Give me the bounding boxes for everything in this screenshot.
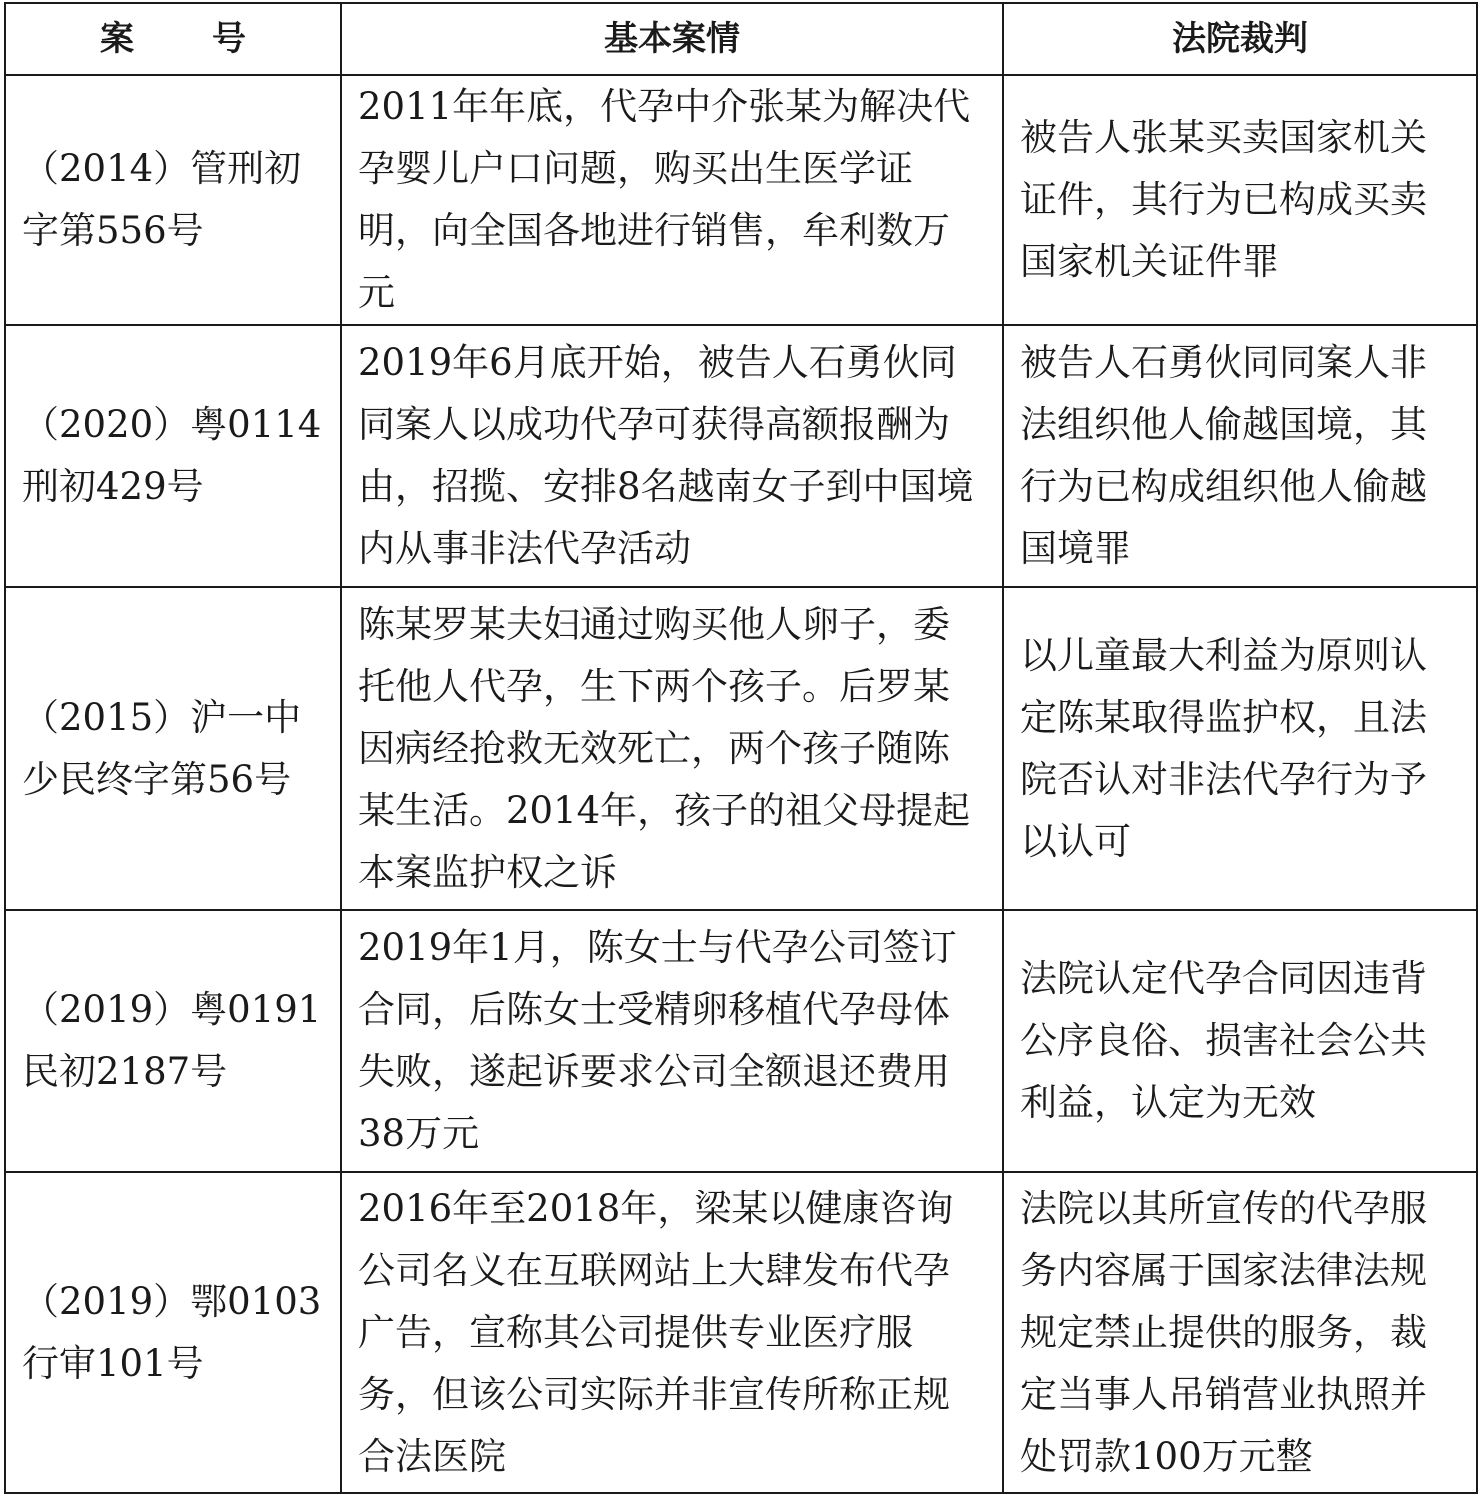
table-row bbox=[5, 75, 1477, 325]
case-number-cell: （2019）粤0191民初2187号 bbox=[5, 910, 341, 1172]
facts-cell: 陈某罗某夫妇通过购买他人卵子，委托他人代孕，生下两个孩子。后罗某因病经抢救无效死亡，两个孩子随陈某生活。2014年，孩子的祖父母提起本案监护权之诉 bbox=[341, 587, 1003, 910]
header-facts: 基本案情 bbox=[341, 3, 1003, 75]
facts-cell: 2011年年底，代孕中介张某为解决代孕婴儿户口问题，购买出生医学证明，向全国各地进行销售，牟利数万元 bbox=[341, 75, 1003, 325]
table-row bbox=[5, 910, 1477, 1172]
table-header-row bbox=[5, 3, 1477, 75]
ruling-cell: 法院以其所宣传的代孕服务内容属于国家法律法规规定禁止提供的服务，裁定当事人吊销营业执照并处罚款100万元整 bbox=[1003, 1172, 1477, 1493]
facts-cell: 2019年1月，陈女士与代孕公司签订合同，后陈女士受精卵移植代孕母体失败，遂起诉要求公司全额退还费用38万元 bbox=[341, 910, 1003, 1172]
table-row bbox=[5, 325, 1477, 587]
case-number-cell: （2014）管刑初字第556号 bbox=[5, 75, 341, 325]
header-case-no bbox=[5, 3, 341, 75]
ruling-cell: 被告人张某买卖国家机关证件，其行为已构成买卖国家机关证件罪 bbox=[1003, 75, 1477, 325]
header-ruling: 法院裁判 bbox=[1003, 3, 1477, 75]
ruling-cell: 被告人石勇伙同同案人非法组织他人偷越国境，其行为已构成组织他人偷越国境罪 bbox=[1003, 325, 1477, 587]
ruling-cell: 法院认定代孕合同因违背公序良俗、损害社会公共利益，认定为无效 bbox=[1003, 910, 1477, 1172]
case-number-cell: （2019）鄂0103行审101号 bbox=[5, 1172, 341, 1493]
facts-cell: 2019年6月底开始，被告人石勇伙同同案人以成功代孕可获得高额报酬为由，招揽、安排8名越南女子到中国境内从事非法代孕活动 bbox=[341, 325, 1003, 587]
ruling-cell: 以儿童最大利益为原则认定陈某取得监护权，且法院否认对非法代孕行为予以认可 bbox=[1003, 587, 1477, 910]
case-number-cell: （2020）粤0114刑初429号 bbox=[5, 325, 341, 587]
header-case-no-right: 号 bbox=[212, 19, 246, 59]
header-case-no-left: 案 bbox=[100, 19, 134, 59]
case-table bbox=[4, 2, 1478, 1494]
case-number-cell: （2015）沪一中少民终字第56号 bbox=[5, 587, 341, 910]
table-row bbox=[5, 587, 1477, 910]
facts-cell: 2016年至2018年，梁某以健康咨询公司名义在互联网站上大肆发布代孕广告，宣称其公司提供专业医疗服务，但该公司实际并非宣传所称正规合法医院 bbox=[341, 1172, 1003, 1493]
